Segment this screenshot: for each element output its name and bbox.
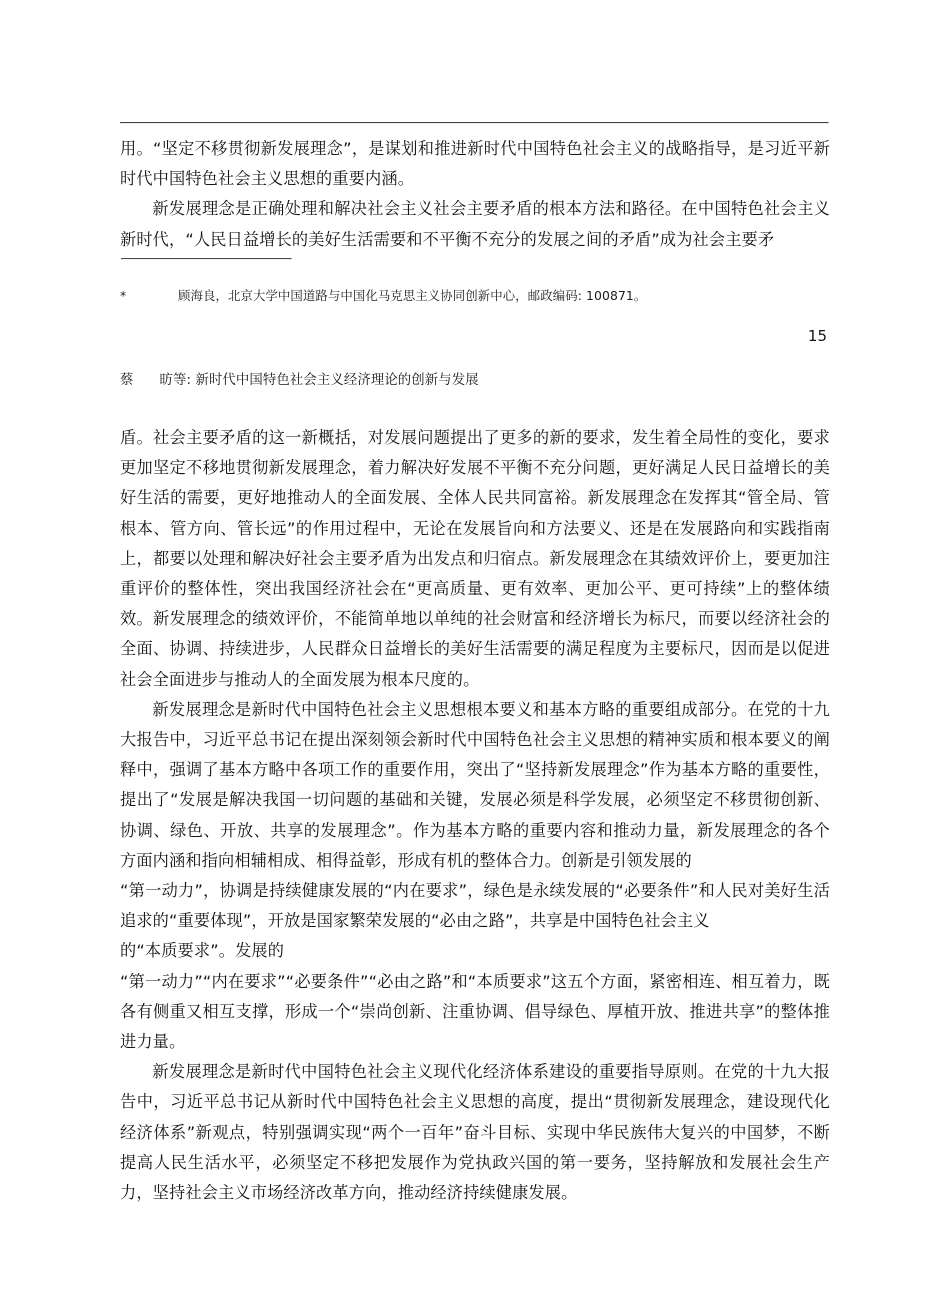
paragraph: 盾。社会主要矛盾的这一新概括，对发展问题提出了更多的新的要求，发生着全局性的变化，要求更加坚定不移地贯彻新发展理念，着力解决好发展不平衡不充分问题，更好满足人民日益增长的美好生活的需要，更好地推动人的全面发展、全体人民共同富裕。新发展理念在发挥其“管全局、管根本、管方向、管长远”的作用过程中，无论在发展旨向和方法要义、还是在发展路向和实践指南上，都要以处理和解决好社会主要矛盾为出发点和归宿点。新发展理念在其绩效评价上，要更加注重评价的整体性，突出我国经济社会在“更高质量、更有效率、更加公平、更可持续”上的整体绩效。新发展理念的绩效评价，不能简单地以单纯的社会财富和经济增长为标尺，而要以经济社会的全面、协调、持续进步，人民群众日益增长的美好生活需要的满足程度为主要标尺，因而是以促进社会全面进步与推动人的全面发展为根本尺度的。	[120, 428, 830, 689]
top-divider-rule	[120, 122, 829, 124]
main-text-block	[120, 423, 830, 1208]
top-text-block	[120, 134, 830, 255]
paragraph: 新发展理念是新时代中国特色社会主义现代化经济体系建设的重要指导原则。在党的十九大报告中，习近平总书记从新时代中国特色社会主义思想的高度，提出“贯彻新发展理念，建设现代化经济体系”新观点，特别强调实现“两个一百年”奋斗目标、实现中华民族伟大复兴的中国梦，不断提高人民生活水平，必须坚定不移把发展作为党执政兴国的第一要务，坚持解放和发展社会生产力，坚持社会主义市场经济改革方向，推动经济持续健康发展。	[120, 1062, 830, 1203]
footnote-marker: *	[120, 288, 127, 303]
paragraph: “第一动力”，协调是持续健康发展的“内在要求”，绿色是永续发展的“必要条件”和人民对美好生活追求的“重要体现”，开放是国家繁荣发展的“必由之路”，共享是中国特色社会主义	[120, 881, 830, 931]
running-header-title: 新时代中国特色社会主义经济理论的创新与发展	[195, 373, 479, 388]
paragraph: 新发展理念是正确处理和解决社会主义社会主要矛盾的根本方法和路径。在中国特色社会主义新时代，“人民日益增长的美好生活需要和不平衡不充分的发展之间的矛盾”成为社会主要矛	[120, 199, 830, 249]
running-header	[120, 371, 830, 391]
footnote-separator-rule	[121, 258, 292, 260]
running-header-author: 蔡	[120, 373, 134, 388]
paragraph: 的“本质要求”。发展的	[120, 941, 285, 961]
footnote	[120, 286, 830, 306]
paragraph: 新发展理念是新时代中国特色社会主义思想根本要义和基本方略的重要组成部分。在党的十九大报告中，习近平总书记在提出深刻领会新时代中国特色社会主义思想的精神实质和根本要义的阐释中，强调了基本方略中各项工作的重要作用，突出了“坚持新发展理念”作为基本方略的重要性，提出了“发展是解决我国一切问题的基础和关键，发展必须是科学发展，必须坚定不移贯彻创新、协调、绿色、开放、共享的发展理念”。作为基本方略的重要内容和推动力量，新发展理念的各个方面内涵和指向相辅相成、相得益彰，形成有机的整体合力。创新是引领发展的	[120, 699, 830, 870]
page-number: 15	[807, 327, 827, 345]
paragraph: “第一动力”“内在要求”“必要条件”“必由之路”和“本质要求”这五个方面，紧密相连、相互着力，既各有侧重又相互支撑，形成一个“崇尚创新、注重协调、倡导绿色、厚植开放、推进共享”的整体推进力量。	[120, 971, 830, 1052]
footnote-text: 顾海良，北京大学中国道路与中国化马克思主义协同创新中心，邮政编码: 100871。	[178, 288, 647, 303]
paragraph: 用。“坚定不移贯彻新发展理念”，是谋划和推进新时代中国特色社会主义的战略指导，是习近平新时代中国特色社会主义思想的重要内涵。	[120, 139, 830, 189]
running-header-author-suffix: 昉等:	[159, 373, 192, 388]
